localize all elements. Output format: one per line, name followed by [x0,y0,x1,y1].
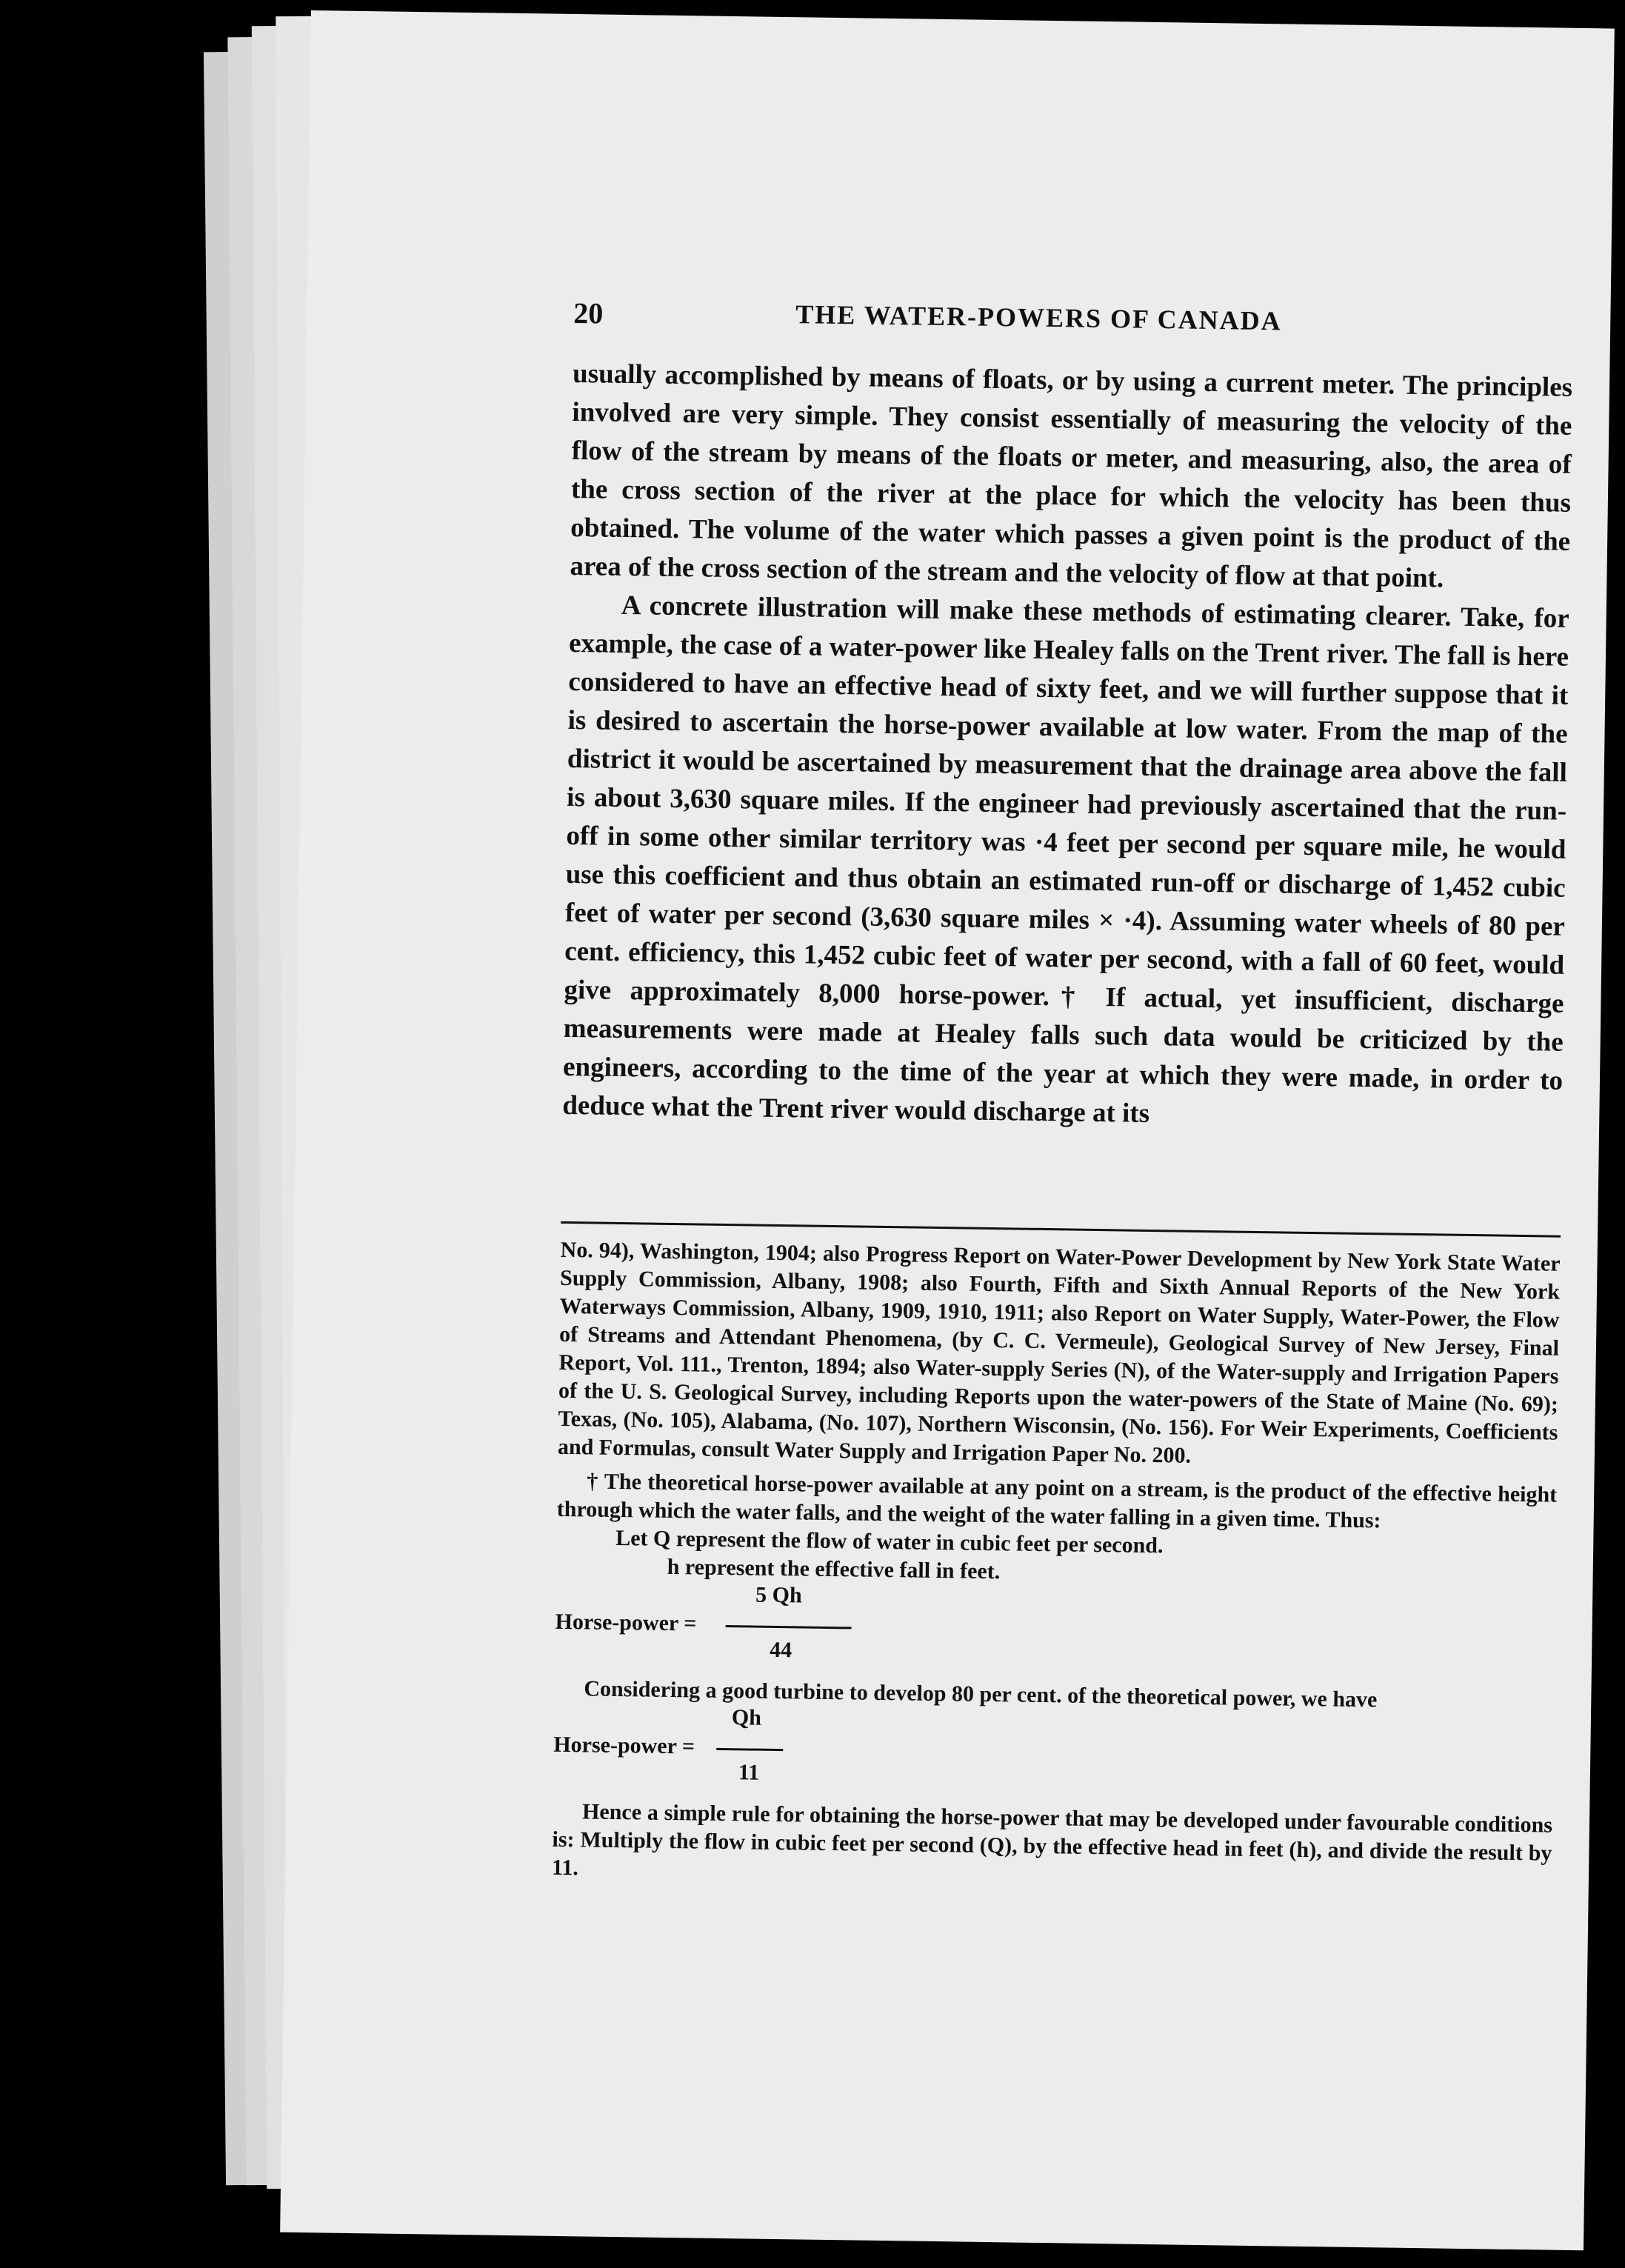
formula-horse-power-theoretical [555,1580,1556,1683]
footnote: Considering a good turbine to develop 80 per cent. of the theoretical power, we have [584,1676,1378,1712]
book-page [280,10,1615,2250]
running-title: THE WATER-POWERS OF CANADA [795,299,1282,336]
fraction-bar [726,1625,852,1629]
footnotes [552,1236,1561,1896]
formula-horse-power-practical [553,1703,1554,1806]
definition-h: h represent the effective fall in feet. [667,1554,1001,1584]
fraction-bar [716,1748,783,1751]
definition-q: Let Q represent the flow of water in cubic feet per second. [615,1525,1164,1558]
formula-label: Horse-power = [553,1732,695,1759]
paragraph: A concrete illustration will make these methods of estimating clearer. Take, for example, the case of a water-power like Healey falls on the Trent river. The fall is here considered to have an effective head of sixty feet, and we will further suppose that it is desired to ascertain the horse-power available at low water. From the map of the district it would be ascertained by measurement that the drainage area above the fall is about 3,630 square miles. If the engineer had previously ascertained that the run-off in some other similar territory was ·4 feet per second per square mile, he would use this coefficient and thus obtain an estimated run-off or discharge of 1,452 cubic feet of water per second (3,630 square miles × ·4). Assuming water wheels of 80 per cent. efficiency, this 1,452 cubic feet of water per second, with a fall of 60 feet, would give approximately 8,000 horse-power.† If actual, yet insufficient, discharge measurements were made at Healey falls such data would be criticized by the engineers, according to the time of the year at which they were made, in order to deduce what the Trent river would discharge at its [562,590,1569,1129]
page-number: 20 [573,296,604,330]
formula-label: Horse-power = [555,1609,697,1636]
page-header [573,296,1596,354]
footnote: No. 94), Washington, 1904; also Progress Report on Water-Power Development by New York State Water Supply Commission, Albany, 1908; also Fourth, Fifth and Sixth Annual Reports of the New York Waterways Commission, Albany, 1909, 1910, 1911; also Report on Water Supply, Water-Power, the Flow of Streams and Attendant Phenomena, (by C. C. Vermeule), Geological Survey of New Jersey, Final Report, Vol. 111., Trenton, 1894; also Water-supply Series (N), of the Water-supply and Irrigation Papers of the U. S. Geological Survey, including Reports upon the water-powers of the State of Maine (No. 69); Texas, (No. 105), Alabama, (No. 107), Northern Wisconsin, (No. 156). For Weir Experiments, Coefficients and Formulas, consult Water Supply and Irrigation Paper No. 200. [557,1237,1561,1468]
formula-denominator: 11 [738,1760,760,1785]
main-text [562,355,1572,1139]
footnote: † The theoretical horse-power available at any point on a stream, is the product of the effective height through which the water falls, and the weight of the water falling in a given time. Thus: [556,1469,1558,1533]
formula-denominator: 44 [769,1637,793,1663]
footnote: Hence a simple rule for obtaining the horse-power that may be developed under favourable conditions is: Multiply the flow in cubic feet per second (Q), by the effective head in feet (h), and divide the result by 11. [551,1799,1553,1881]
paragraph: usually accomplished by means of floats, or by using a current meter. The principles involved are very simple. They consist essentially of measuring the velocity of the flow of the stream by means of the floats or meter, and measuring, also, the area of the cross section of the river at the place for which the velocity has been thus obtained. The volume of the water which passes a given point is the product of the area of the cross section of the stream and the velocity of flow at that point. [570,358,1573,594]
footnote-rule [561,1221,1561,1238]
formula-numerator: 5 Qh [755,1582,802,1608]
formula-numerator: Qh [731,1705,762,1730]
